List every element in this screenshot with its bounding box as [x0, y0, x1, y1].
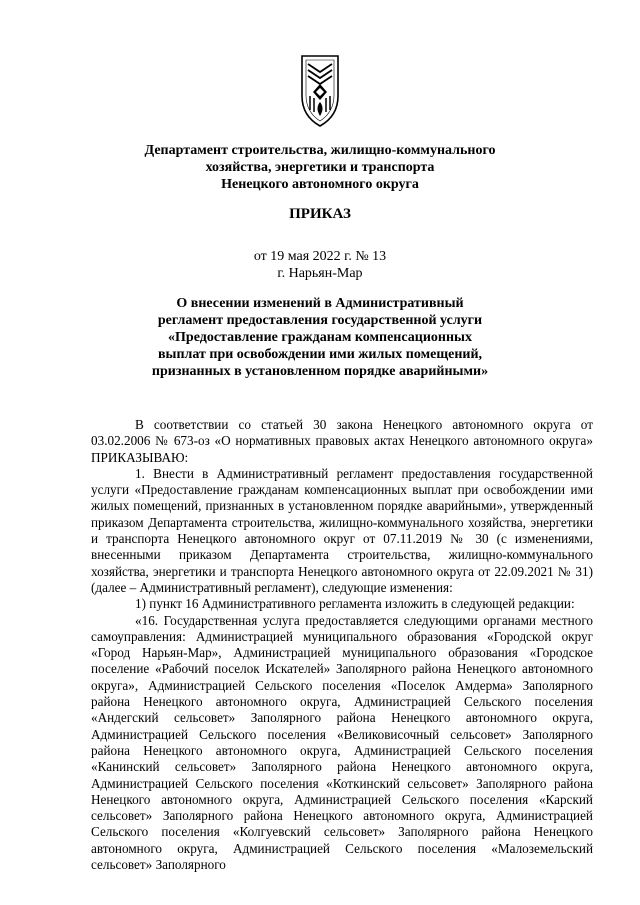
document-body [91, 417, 593, 873]
title-line: признанных в установленном порядке аварийными» [151, 364, 489, 379]
coat-of-arms-emblem-icon [296, 52, 344, 130]
title-line: «Предоставление гражданам компенсационных [168, 330, 472, 345]
document-type: ПРИКАЗ [289, 206, 351, 222]
org-line: Департамент строительства, жилищно-коммунального [144, 143, 496, 158]
organization-name [80, 142, 560, 193]
body-paragraph: «16. Государственная услуга предоставляется следующими органами местного самоуправления: Администрацией муниципального образования «Городской округ «Город Нарьян-Мар», Администрацией муниципального образования «Городское поселение «Рабочий поселок Искателей» Заполярного района Ненецкого автономного округа», Администрацией Сельского поселения «Поселок Амдерма» Заполярного района Ненецкого автономного округа, Администрацией Сельского поселения «Андегский сельсовет» Заполярного района Ненецкого автономного округа, Администрацией Сельского поселения «Великовисочный сельсовет» Заполярного района Ненецкого автономного округа, Администрацией Сельского поселения «Канинский сельсовет» Заполярного района Ненецкого автономного округа, Администрацией Сельского поселения «Коткинский сельсовет» Заполярного района Ненецкого автономного округа, Администрацией Сельского поселения «Карский сельсовет» Заполярного района Ненецкого автономного округа, Администрацией Сельского поселения «Колгуевский сельсовет» Заполярного района Ненецкого автономного округа, Администрацией Сельского поселения «Малоземельский сельсовет» Заполярного [91, 612, 593, 873]
title-line: О внесении изменений в Административный [176, 296, 464, 311]
date-number: от 19 мая 2022 г. № 13 [253, 249, 387, 264]
org-line: хозяйства, энергетики и транспорта [205, 160, 435, 175]
date-and-place [0, 248, 640, 282]
org-line: Ненецкого автономного округа [221, 177, 419, 192]
document-title [100, 295, 540, 380]
city: г. Нарьян-Мар [277, 266, 363, 281]
title-line: регламент предоставления государственной услуги [157, 313, 483, 328]
body-paragraph: 1. Внести в Административный регламент предоставления государственной услуги «Предоставление гражданам компенсационных выплат при освобождении ими жилых помещений, признанных в установленном порядке аварийными», утвержденный приказом Департамента строительства, жилищно-коммунального хозяйства, энергетики и транспорта Ненецкого автономного округ от 07.11.2019 № 30 (с изменениями, внесенными приказом Департамента строительства, жилищно-коммунального хозяйства, энергетики и транспорта Ненецкого автономного округа от 22.09.2021 № 31) (далее – Административный регламент), следующие изменения: [91, 465, 593, 595]
body-paragraph: В соответствии со статьей 30 закона Ненецкого автономного округа от 03.02.2006 № 673-оз «О нормативных правовых актах Ненецкого автономного округа» ПРИКАЗЫВАЮ: [91, 417, 593, 465]
body-paragraph: 1) пункт 16 Административного регламента изложить в следующей редакции: [135, 596, 575, 612]
title-line: выплат при освобождении ими жилых помещений, [157, 347, 483, 362]
